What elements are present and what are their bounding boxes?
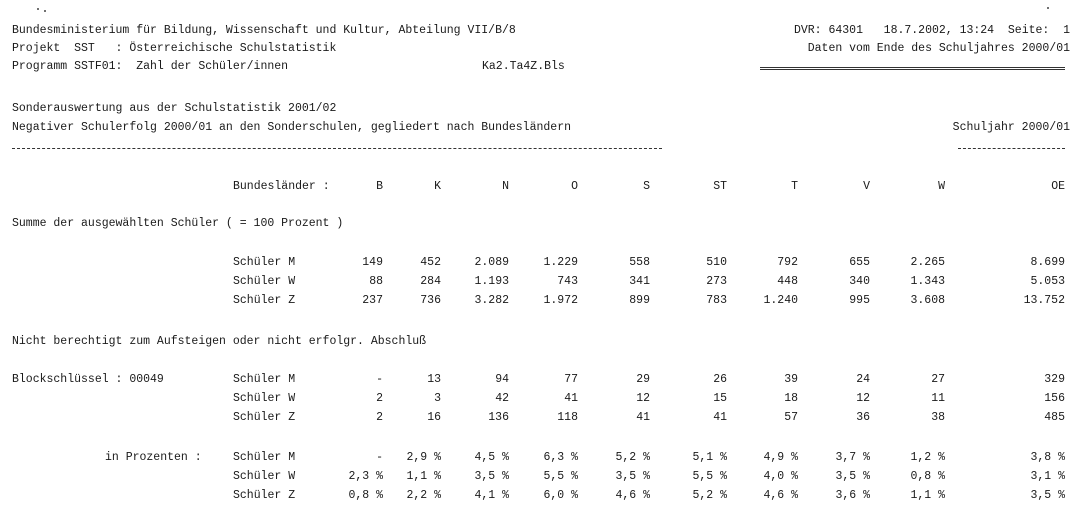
table-cell: 4,9 %	[763, 451, 798, 464]
table-cell: 329	[1044, 373, 1065, 386]
table-cell: 995	[849, 294, 870, 307]
table-cell: 6,3 %	[543, 451, 578, 464]
table-cell: 1.240	[763, 294, 798, 307]
table-cell: 3.608	[910, 294, 945, 307]
table-cell: 3,7 %	[835, 451, 870, 464]
table-cell: 5,1 %	[692, 451, 727, 464]
table-cell: 340	[849, 275, 870, 288]
table-cell: 2,3 %	[348, 470, 383, 483]
table-cell: -	[376, 451, 383, 464]
table-cell: 38	[931, 411, 945, 424]
table-cell: 13.752	[1023, 294, 1065, 307]
table-cell: 4,6 %	[615, 489, 650, 502]
table-cell: 36	[856, 411, 870, 424]
table-cell: 12	[856, 392, 870, 405]
table-cell: 4,6 %	[763, 489, 798, 502]
column-header-b: B	[376, 180, 383, 193]
table-cell: -	[376, 373, 383, 386]
table-cell: 743	[557, 275, 578, 288]
table-cell: 118	[557, 411, 578, 424]
header-underline	[760, 67, 1065, 70]
title-divider	[12, 148, 662, 149]
table-cell: 0,8 %	[348, 489, 383, 502]
table-cell: 1,1 %	[406, 470, 441, 483]
table-cell: 3,5 %	[1030, 489, 1065, 502]
table-cell: 273	[706, 275, 727, 288]
column-header-oe: OE	[1051, 180, 1065, 193]
schuljahr-divider	[958, 148, 1065, 149]
table-cell: 2	[376, 392, 383, 405]
scan-speck	[1047, 7, 1049, 9]
table-cell: 2,2 %	[406, 489, 441, 502]
table-cell: 27	[931, 373, 945, 386]
table-cell: 13	[427, 373, 441, 386]
table-cell: 6,0 %	[543, 489, 578, 502]
table-cell: 3,5 %	[474, 470, 509, 483]
column-header-st: ST	[713, 180, 727, 193]
table-cell: 3,8 %	[1030, 451, 1065, 464]
column-header-t: T	[791, 180, 798, 193]
table-cell: 149	[362, 256, 383, 269]
table-cell: 3,5 %	[835, 470, 870, 483]
table-cell: 448	[777, 275, 798, 288]
table-cell: 24	[856, 373, 870, 386]
table-cell: 1.193	[474, 275, 509, 288]
row-label: Schüler M	[233, 256, 296, 269]
column-header-w: W	[938, 180, 945, 193]
table-cell: 77	[564, 373, 578, 386]
table-cell: 1.972	[543, 294, 578, 307]
table-cell: 5,2 %	[692, 489, 727, 502]
table-cell: 2,9 %	[406, 451, 441, 464]
table-cell: 57	[784, 411, 798, 424]
column-header-n: N	[502, 180, 509, 193]
column-header-v: V	[863, 180, 870, 193]
table-cell: 1,1 %	[910, 489, 945, 502]
table-cell: 899	[629, 294, 650, 307]
table-cell: 783	[706, 294, 727, 307]
report-subtitle: Negativer Schulerfolg 2000/01 an den Sonderschulen, gegliedert nach Bundesländern	[12, 121, 571, 134]
table-cell: 12	[636, 392, 650, 405]
header-file: Ka2.Ta4Z.Bls	[482, 60, 565, 73]
table-cell: 1.229	[543, 256, 578, 269]
table-cell: 42	[495, 392, 509, 405]
row-label: Schüler W	[233, 275, 296, 288]
table-cell: 558	[629, 256, 650, 269]
column-header-k: K	[434, 180, 441, 193]
table-cell: 3.282	[474, 294, 509, 307]
table-cell: 485	[1044, 411, 1065, 424]
header-ministry: Bundesministerium für Bildung, Wissenschaft und Kultur, Abteilung VII/B/8	[12, 24, 516, 37]
table-cell: 792	[777, 256, 798, 269]
table-cell: 156	[1044, 392, 1065, 405]
percent-label: in Prozenten :	[105, 451, 202, 464]
table-cell: 15	[713, 392, 727, 405]
table-cell: 2	[376, 411, 383, 424]
table-cell: 5.053	[1030, 275, 1065, 288]
table-cell: 1.343	[910, 275, 945, 288]
header-program: Programm SSTF01: Zahl der Schüler/innen	[12, 60, 289, 73]
row-label: Schüler W	[233, 392, 296, 405]
row-label: Schüler M	[233, 451, 296, 464]
bundeslaender-label: Bundesländer :	[233, 180, 330, 193]
table-cell: 452	[420, 256, 441, 269]
table-cell: 3,1 %	[1030, 470, 1065, 483]
table-cell: 2.089	[474, 256, 509, 269]
section-sum-heading: Summe der ausgewählten Schüler ( = 100 Prozent )	[12, 217, 344, 230]
table-cell: 510	[706, 256, 727, 269]
table-cell: 3	[434, 392, 441, 405]
row-label: Schüler Z	[233, 294, 296, 307]
table-cell: 5,5 %	[543, 470, 578, 483]
header-data-period: Daten vom Ende des Schuljahres 2000/01	[807, 42, 1070, 55]
table-cell: 3,6 %	[835, 489, 870, 502]
table-cell: 237	[362, 294, 383, 307]
report-title: Sonderauswertung aus der Schulstatistik 2001/02	[12, 102, 337, 115]
row-label: Schüler M	[233, 373, 296, 386]
row-label: Schüler Z	[233, 411, 296, 424]
table-cell: 655	[849, 256, 870, 269]
row-label: Schüler Z	[233, 489, 296, 502]
table-cell: 1,2 %	[910, 451, 945, 464]
table-cell: 41	[564, 392, 578, 405]
table-cell: 341	[629, 275, 650, 288]
table-cell: 5,5 %	[692, 470, 727, 483]
table-cell: 136	[488, 411, 509, 424]
row-label: Schüler W	[233, 470, 296, 483]
scan-speck	[37, 8, 39, 10]
column-header-o: O	[571, 180, 578, 193]
table-cell: 3,5 %	[615, 470, 650, 483]
table-cell: 5,2 %	[615, 451, 650, 464]
table-cell: 88	[369, 275, 383, 288]
table-cell: 41	[713, 411, 727, 424]
table-cell: 29	[636, 373, 650, 386]
schuljahr-label: Schuljahr 2000/01	[952, 121, 1070, 134]
table-cell: 94	[495, 373, 509, 386]
table-cell: 39	[784, 373, 798, 386]
table-cell: 4,1 %	[474, 489, 509, 502]
table-cell: 736	[420, 294, 441, 307]
table-cell: 0,8 %	[910, 470, 945, 483]
header-project: Projekt SST : Österreichische Schulstatistik	[12, 42, 337, 55]
table-cell: 2.265	[910, 256, 945, 269]
table-cell: 4,5 %	[474, 451, 509, 464]
table-cell: 4,0 %	[763, 470, 798, 483]
table-cell: 284	[420, 275, 441, 288]
table-cell: 16	[427, 411, 441, 424]
block-key-label: Blockschlüssel : 00049	[12, 373, 164, 386]
table-cell: 8.699	[1030, 256, 1065, 269]
table-cell: 26	[713, 373, 727, 386]
table-cell: 41	[636, 411, 650, 424]
header-dvr-date: DVR: 64301 18.7.2002, 13:24 Seite: 1	[793, 24, 1070, 37]
scan-speck	[44, 10, 46, 12]
column-header-s: S	[643, 180, 650, 193]
table-cell: 18	[784, 392, 798, 405]
table-cell: 11	[931, 392, 945, 405]
section-neg-heading: Nicht berechtigt zum Aufsteigen oder nicht erfolgr. Abschluß	[12, 335, 427, 348]
